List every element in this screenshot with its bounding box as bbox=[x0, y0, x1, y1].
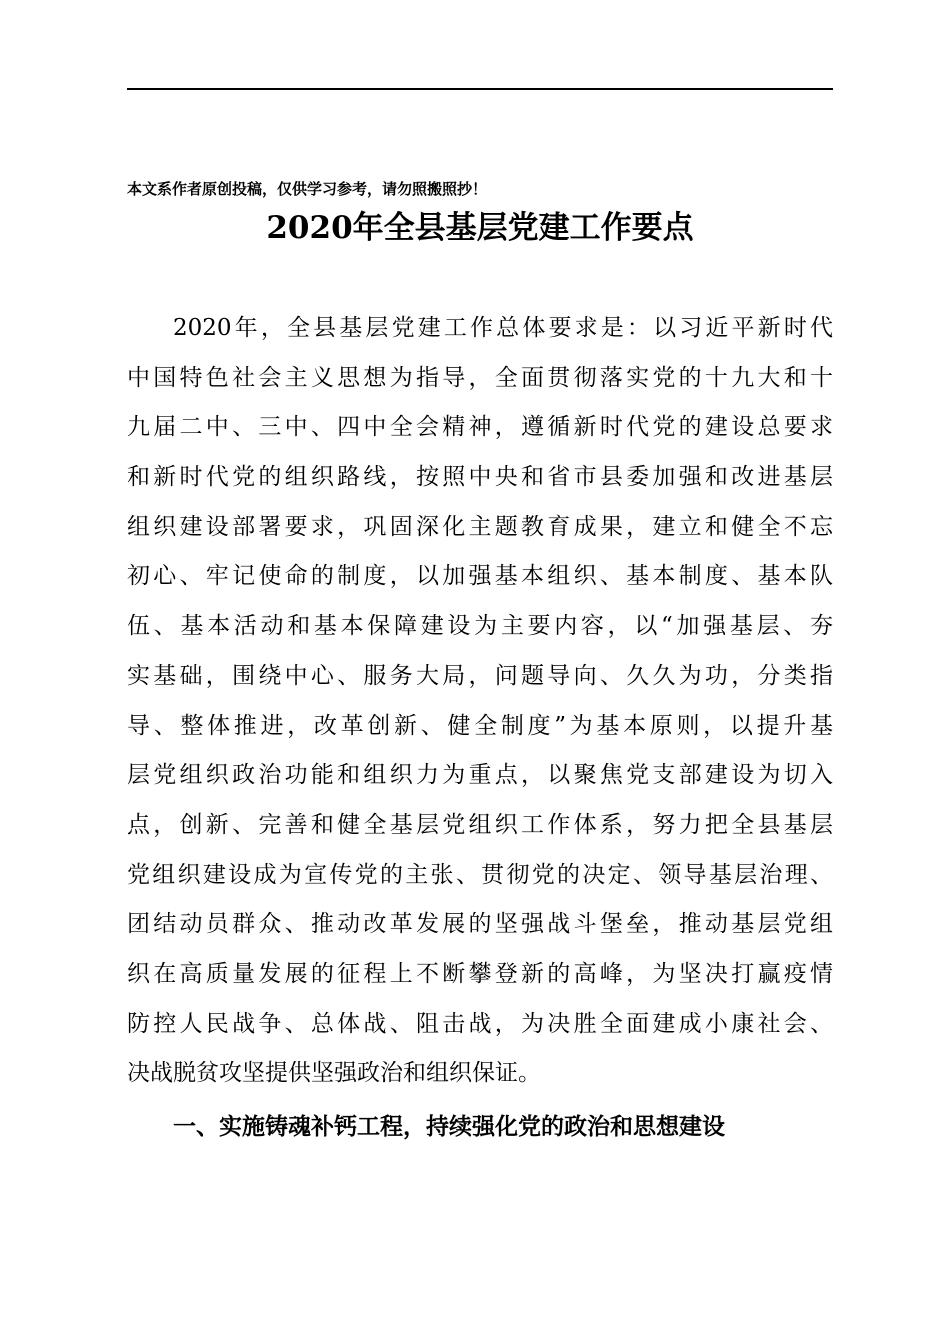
paragraph-line: 伍、基本活动和基本保障建设为主要内容，以“加强基层、夯 bbox=[127, 613, 833, 640]
paragraph-line: 决战脱贫攻坚提供坚强政治和组织保证。 bbox=[127, 1060, 541, 1087]
paragraph-line: 中国特色社会主义思想为指导，全面贯彻落实党的十九大和十 bbox=[127, 364, 833, 391]
paragraph-line: 实基础，围绕中心、服务大局，问题导向、久久为功，分类指 bbox=[127, 662, 833, 689]
intro-paragraph bbox=[127, 304, 833, 1099]
paragraph-line: 组织建设部署要求，巩固深化主题教育成果，建立和健全不忘 bbox=[127, 513, 833, 540]
paragraph-line: 团结动员群众、推动改革发展的坚强战斗堡垒，推动基层党组 bbox=[127, 911, 833, 938]
paragraph-line: 和新时代党的组织路线，按照中央和省市县委加强和改进基层 bbox=[127, 464, 833, 491]
paragraph-line: 九届二中、三中、四中全会精神，遵循新时代党的建设总要求 bbox=[127, 414, 833, 441]
paragraph-line: 初心、牢记使命的制度，以加强基本组织、基本制度、基本队 bbox=[127, 563, 833, 590]
paragraph-line: 党组织建设成为宣传党的主张、贯彻党的决定、领导基层治理、 bbox=[127, 861, 833, 888]
paragraph-line: 导、整体推进，改革创新、健全制度”为基本原则，以提升基 bbox=[127, 712, 833, 739]
paragraph-line: 2020年，全县基层党建工作总体要求是：以习近平新时代 bbox=[173, 315, 833, 341]
document-title: 2020年全县基层党建工作要点 bbox=[266, 210, 694, 246]
section-heading: 一、实施铸魂补钙工程，持续强化党的政治和思想建设 bbox=[173, 1114, 725, 1140]
paragraph-line: 层党组织政治功能和组织力为重点，以聚焦党支部建设为切入 bbox=[127, 762, 833, 789]
copyright-notice: 本文系作者原创投稿，仅供学习参考，请勿照搬照抄！ bbox=[127, 180, 488, 198]
paragraph-line: 点，创新、完善和健全基层党组织工作体系，努力把全县基层 bbox=[127, 811, 833, 838]
header-rule bbox=[127, 88, 833, 90]
paragraph-line: 防控人民战争、总体战、阻击战，为决胜全面建成小康社会、 bbox=[127, 1010, 833, 1037]
paragraph-line: 织在高质量发展的征程上不断攀登新的高峰，为坚决打赢疫情 bbox=[127, 960, 833, 987]
